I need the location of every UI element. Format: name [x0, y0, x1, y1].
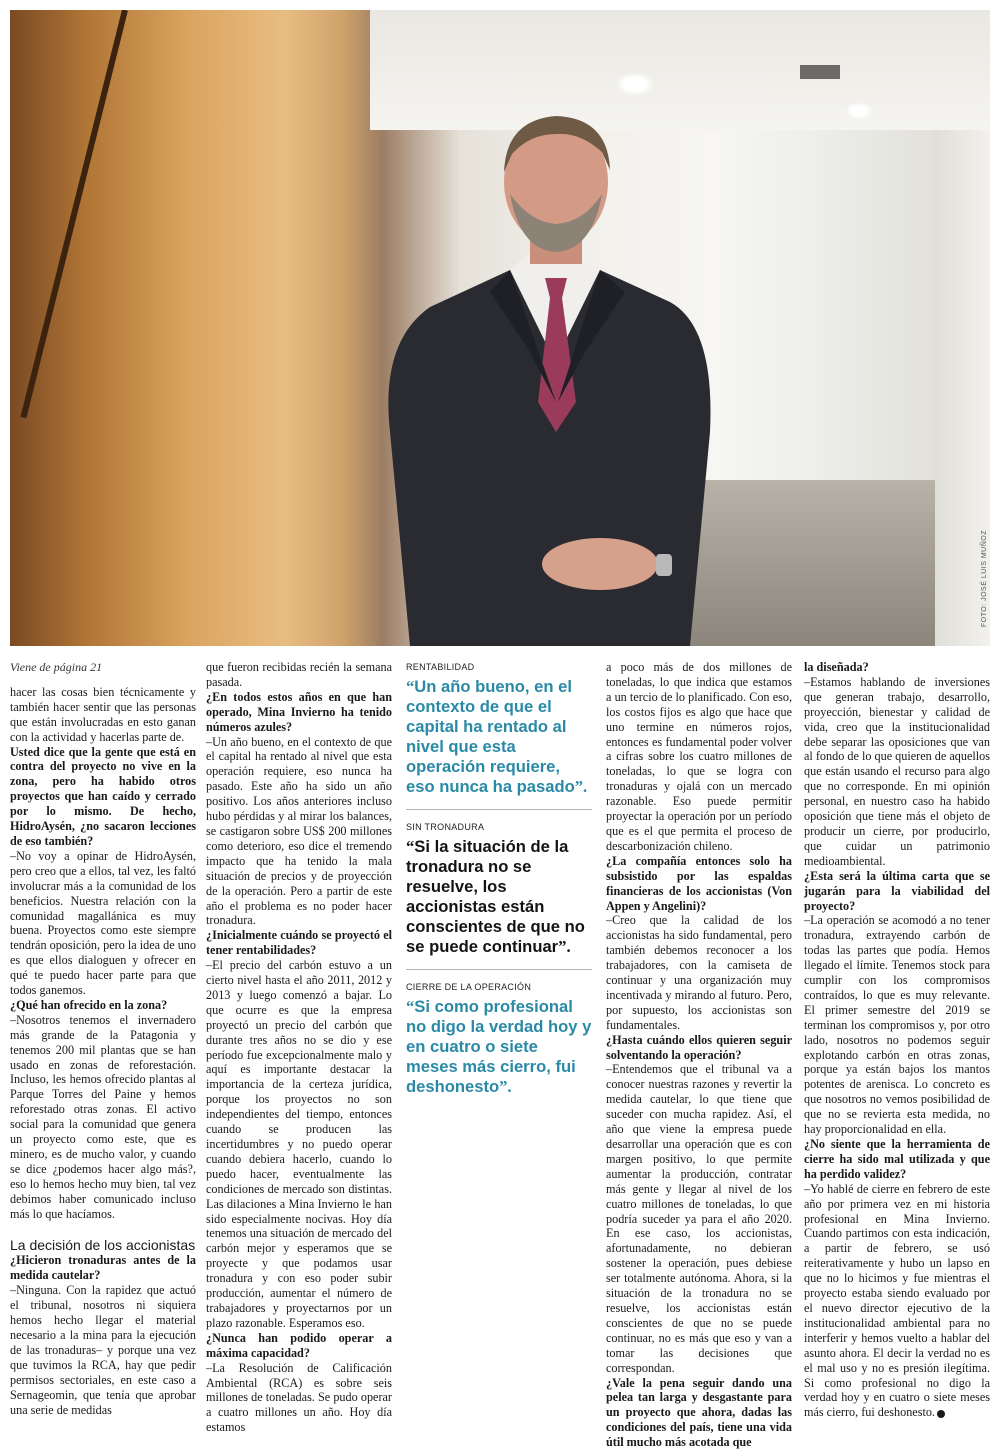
interview-question: ¿No siente que la herramienta de cierre ha sido mal utilizada y que ha perdido validez? [804, 1137, 990, 1182]
pull-quote-rentabilidad [406, 660, 592, 797]
interview-question: Usted dice que la gente que está en contra del proyecto no vive en la zona, pero ha habido otros proyectos que han caído y cerrado por lo mismo. De hecho, HidroAysén, ¿no sacaron lecciones de eso también? [10, 745, 196, 849]
answer-paragraph: –Ninguna. Con la rapidez que actuó el tribunal, nosotros ni siquiera hemos hecho llegar el material necesario a la mina para la ejecución de las tronaduras– y porque una vez que tuvimos la RCA, hay que pedir permisos sectoriales, en este caso a Sernageomin, que tenía que aprobar una serie de medidas [10, 1283, 196, 1417]
answer-paragraph: –El precio del carbón estuvo a un cierto nivel hasta el año 2011, 2012 y 2013 y luego comenzó a bajar. Lo que ocurre es que la empresa proyectó un precio del carbón que durante tres años no se dio y ese período fue excepcionalmente malo y aquí es importante destacar la importancia de la certeza jurídica, porque los proyectos no son independientes del tiempo, entonces cuando se producen las incertidumbres y no puedo operar cuando debiera hacerlo, cuando lo puedo hacer, eventualmente las condiciones de mercado son distintas. Las dilaciones a Mina Invierno le han sido especialmente nocivas. Hoy día tenemos una situación de mercado del carbón mejor y esperamos que se proyecte y que podamos usar tronadura y con eso poder subir producción, aumentar el número de trabajadores y proyectarnos por un plazo razonable. Esperamos eso. [206, 958, 392, 1331]
answer-paragraph: –Creo que la calidad de los accionistas ha sido fundamental, pero también debemos reconocer a los trabajadores, con la camiseta de continuar y una organización muy incentivada y mirando al futuro. Pero, por supuesto, los accionistas son fundamentales. [606, 913, 792, 1032]
pull-quote-text: “Si la situación de la tronadura no se resuelve, los accionistas están conscientes de que no se puede continuar”. [406, 837, 592, 957]
interview-question: ¿La compañía entonces solo ha subsistido por las espaldas financieras de los accionistas (Von Appen y Angelini)? [606, 854, 792, 914]
answer-paragraph: –Estamos hablando de inversiones que generan trabajo, desarrollo, proyección, bienestar y calidad de vida, creo que la institucionalidad debe separar las oposiciones que van al fondo de lo que quieren de aquellos que están usando el recurso para algo que no corresponde. En mi opinión personal, en nuestro caso ha habido oposición que tiene más el objeto de producir un cierre, por producirlo, que cuidar un patrimonio medioambiental. [804, 675, 990, 869]
ceiling-light [615, 72, 655, 96]
article-column-1 [10, 660, 196, 1417]
photo-credit: FOTO: JOSÉ LUIS MUÑOZ [981, 530, 988, 627]
end-of-article-icon [937, 1410, 945, 1418]
wristwatch [656, 554, 672, 576]
answer-paragraph: –Yo hablé de cierre en febrero de este año por primera vez en mi historia profesional en Mina Invierno. Cuando partimos con esta indicación, a partir de febrero, se usó reiterativamente y hubo un lapso en que no lo hicimos y fue mientras el proyecto estaba siendo evaluado por el nuevo director ejecutivo de la institucionalidad ambiental para no interferir y hemos vuelto a hablar del asunto ahora. El decir la verdad no es el mal uso y no es presión ilegítima. Si como profesional no digo la verdad hoy y en cuatro o siete meses más cierro, fui deshonesto. [804, 1182, 990, 1421]
article-column-2 [206, 660, 392, 1435]
pull-quote-column [406, 660, 592, 1097]
ceiling-vent [800, 65, 840, 79]
answer-paragraph: a poco más de dos millones de toneladas, lo que indica que estamos a un tercio de lo planificado. Con eso, los costos fijos es algo que hace que uno termine en números rojos, entonces es fundamental poder volver a cifras sobre los cuatro millones de toneladas, lo que se logra con tronaduras y ojalá con un mercado razonable. Eso puede permitir proyectar la operación por un período que es el que permita el proceso de descarbonización chileno. [606, 660, 792, 854]
answer-paragraph: –Nosotros tenemos el invernadero más grande de la Patagonia y tenemos 200 mil plantas que se han usado en zonas de reforestación. Incluso, les hemos ofrecido plantas al Parque Torres del Paine y hemos reforestado otras zonas. El activo social para la comunidad que genera un proyecto como este, que es minero, es de mucho valor, y cuando se dice ¿podemos hacer algo más?, eso lo hemos hecho muy bien, tal vez debimos haber comunicado incluso más lo que hacíamos. [10, 1013, 196, 1222]
answer-paragraph: que fueron recibidas recién la semana pasada. [206, 660, 392, 690]
interview-question: ¿Nunca han podido operar a máxima capacidad? [206, 1331, 392, 1361]
interview-question: ¿Hasta cuándo ellos quieren seguir solventando la operación? [606, 1033, 792, 1063]
interview-question: la diseñada? [804, 660, 990, 675]
ceiling-light [845, 102, 873, 120]
section-subhead: La decisión de los accionistas [10, 1238, 196, 1253]
answer-paragraph: –La operación se acomodó a no tener tronadura, extrayendo carbón de todas las partes que podía. Hemos llegado el límite. Tenemos stock para cumplir con los compromisos contraídos, lo que es muy relevante. El primer semestre del 2019 se terminan los compromisos y, por otro lado, nosotros no podemos seguir explotando carbón en otras zonas, porque ya están bajos los mantos potentes de arenisca. Lo concreto es que nosotros no vemos posibilidad de que no se revierta esta medida, no hay proporcionalidad en ella. [804, 913, 990, 1137]
pull-quote-sin-tronadura [406, 809, 592, 957]
portrait-photo [10, 10, 990, 646]
interview-question: ¿Qué han ofrecido en la zona? [10, 998, 196, 1013]
continued-from-label: Viene de página 21 [10, 660, 196, 675]
hands [542, 538, 658, 590]
pull-quote-tag: SIN TRONADURA [406, 820, 592, 835]
interview-question: ¿Esta será la última carta que se jugarán para la viabilidad del proyecto? [804, 869, 990, 914]
pull-quote-text: “Un año bueno, en el contexto de que el capital ha rentado al nivel que esta operación requiere, eso nunca ha pasado”. [406, 677, 592, 797]
answer-paragraph: hacer las cosas bien técnicamente y también hacer sentir que las personas que están involucradas en esto ganan con la actividad y hacerlas parte de. [10, 685, 196, 745]
answer-paragraph: –No voy a opinar de HidroAysén, pero creo que a ellos, tal vez, les faltó involucrar más a la comunidad de los beneficios. Nuestra relación con la comunidad magallánica es muy buena. Proyectos como este siempre tendrán oposición, pero la idea de uno es que ellos dialoguen y ofrecer en qué te puedo hacer parte para que todos ganemos. [10, 849, 196, 998]
article-column-4 [606, 660, 792, 1450]
answer-paragraph: –La Resolución de Calificación Ambiental (RCA) es sobre seis millones de toneladas. Se pudo operar a cuatro millones un año. Hoy día estamos [206, 1361, 392, 1436]
interview-question: ¿En todos estos años en que han operado, Mina Invierno ha tenido números azules? [206, 690, 392, 735]
pull-quote-cierre [406, 969, 592, 1097]
wall-shadow-line [20, 10, 127, 418]
pull-quote-tag: RENTABILIDAD [406, 660, 592, 675]
interview-question: ¿Inicialmente cuándo se proyectó el tener rentabilidades? [206, 928, 392, 958]
answer-paragraph: –Entendemos que el tribunal va a conocer nuestras razones y revertir la medida cautelar, lo que tiene que suceder con mucha rapidez. Así, el año que viene la empresa puede desarrollar una operación que es con margen positivo, lo que permite aumentar la producción, contratar más gente y llegar al nivel de los cuatro millones de toneladas, lo que podría suceder ya para el año 2020. En ese caso, los accionistas, afortunadamente, no debieran sostener la operación, pues debiese ser totalmente autónoma. Ahora, si la situación de la tronadura no se resuelve, los accionistas están conscientes de que no se puede continuar, no es más que eso y van a tomar las decisiones que correspondan. [606, 1062, 792, 1375]
interview-question: ¿Vale la pena seguir dando una pelea tan larga y desgastante para un proyecto que ahora, dadas las condiciones del país, tiene una vida útil mucho más acotada que [606, 1376, 792, 1450]
pull-quote-text: “Si como profesional no digo la verdad hoy y en cuatro o siete meses más cierro, fui deshonesto”. [406, 997, 592, 1097]
answer-paragraph: –Un año bueno, en el contexto de que el capital ha rentado al nivel que esta operación requiere, eso nunca ha pasado. Este año ha sido un año positivo. Los años anteriores incluso hubo pérdidas y al mirar los balances, se castigaron sobre US$ 200 millones como deterioro, eso dice el tremendo impacto que ha tenido la mala situación de precios y de proyección de la operación. Pero a partir de este año el problema es no poder hacer tronadura. [206, 735, 392, 929]
interview-question: ¿Hicieron tronaduras antes de la medida cautelar? [10, 1253, 196, 1283]
article-column-5 [804, 660, 990, 1420]
businessman-figure [370, 102, 730, 646]
pull-quote-tag: CIERRE DE LA OPERACIÓN [406, 980, 592, 995]
